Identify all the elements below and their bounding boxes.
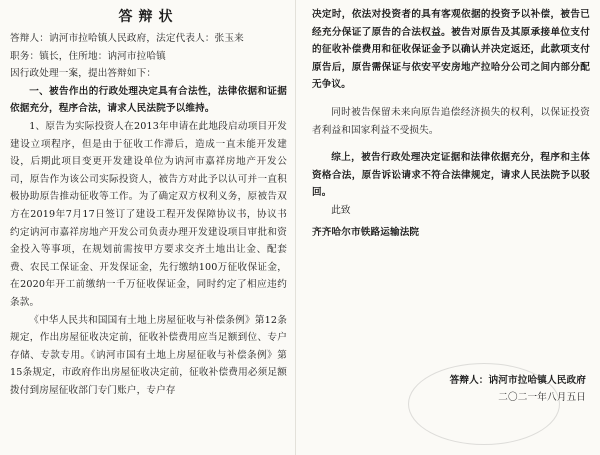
paragraph-1: 1、原告为实际投资人在2013年申请在此地段启动项目开发建设立项程序，但是由于征收工作滞后，造成一直未能开发建设，后期此项目变更开发建设单位为讷河市嘉祥房地产开发公司，原告作为该公司实际投资人，被告方对此予以认可并一直积极协助原告推动征收等工作。为了确定双方权利义务，原被告双方在2019年7月17日签订了建设工程开发保障协议书，协议书约定讷河市嘉祥房地产开发公司负责办理开发建设项目审批和资金投入等事项，在规划前需按甲方要求交齐土地出让金、配套费、农民工保证金、开发保证金，先行缴纳100万征收保证金，在2020年开工前缴纳一千万征收保证金，同时约定了相应违约条款。 (10, 120, 287, 308)
closing-salutation: 此致 (331, 204, 351, 216)
section-heading-1: 一、被告作出的行政处理决定具有合法性，法律依据和证据依据充分，程序合法，请求人民法院予以维持。 (10, 85, 287, 115)
intro-line: 因行政处理一案，提出答辩如下： (10, 68, 157, 80)
position-line: 职务：镇长，住所地：讷河市拉哈镇 (10, 50, 166, 62)
document-title: 答辩状 (118, 9, 179, 25)
conclusion-paragraph: 综上，被告行政处理决定证据和法律依据充分，程序和主体资格合法，原告诉讼请求不符合法律规定，请求人民法院予以驳回。 (312, 152, 590, 199)
paragraph-2-continued: 决定时，依法对投资者的具有客观依据的投资予以补偿，被告已经充分保证了原告的合法权益。被告对原告及其原承接单位支付的征收补偿费用和征收保证金予以确认并决定返还，此款项支付原告后，原告需保证与依安平安房地产拉哈分公司之间内部分配无争议。 (312, 9, 590, 91)
signature-block (356, 372, 586, 407)
left-column (0, 0, 296, 455)
paragraph-2: 《中华人民共和国国有土地上房屋征收与补偿条例》第12条规定，作出房屋征收决定前，征收补偿费用应当足额到位、专户存储、专款专用。《讷河市国有土地上房屋征收与补偿条例》第15条规定，市政府作出房屋征收决定前，征收补偿费用必须足额拨付到房屋征收部门专门账户，专户存 (10, 314, 287, 396)
respondent-line: 答辩人：讷河市拉哈镇人民政府，法定代表人：张玉来 (10, 33, 244, 44)
right-column (298, 0, 600, 455)
court-name: 齐齐哈尔市铁路运输法院 (312, 226, 420, 238)
paragraph-3: 同时被告保留未来向原告追偿经济损失的权利，以保证投资者利益和国家利益不受损失。 (312, 106, 590, 136)
signatory: 答辩人：讷河市拉哈镇人民政府 (449, 374, 586, 386)
signature-date: 二〇二一年八月五日 (498, 392, 586, 404)
